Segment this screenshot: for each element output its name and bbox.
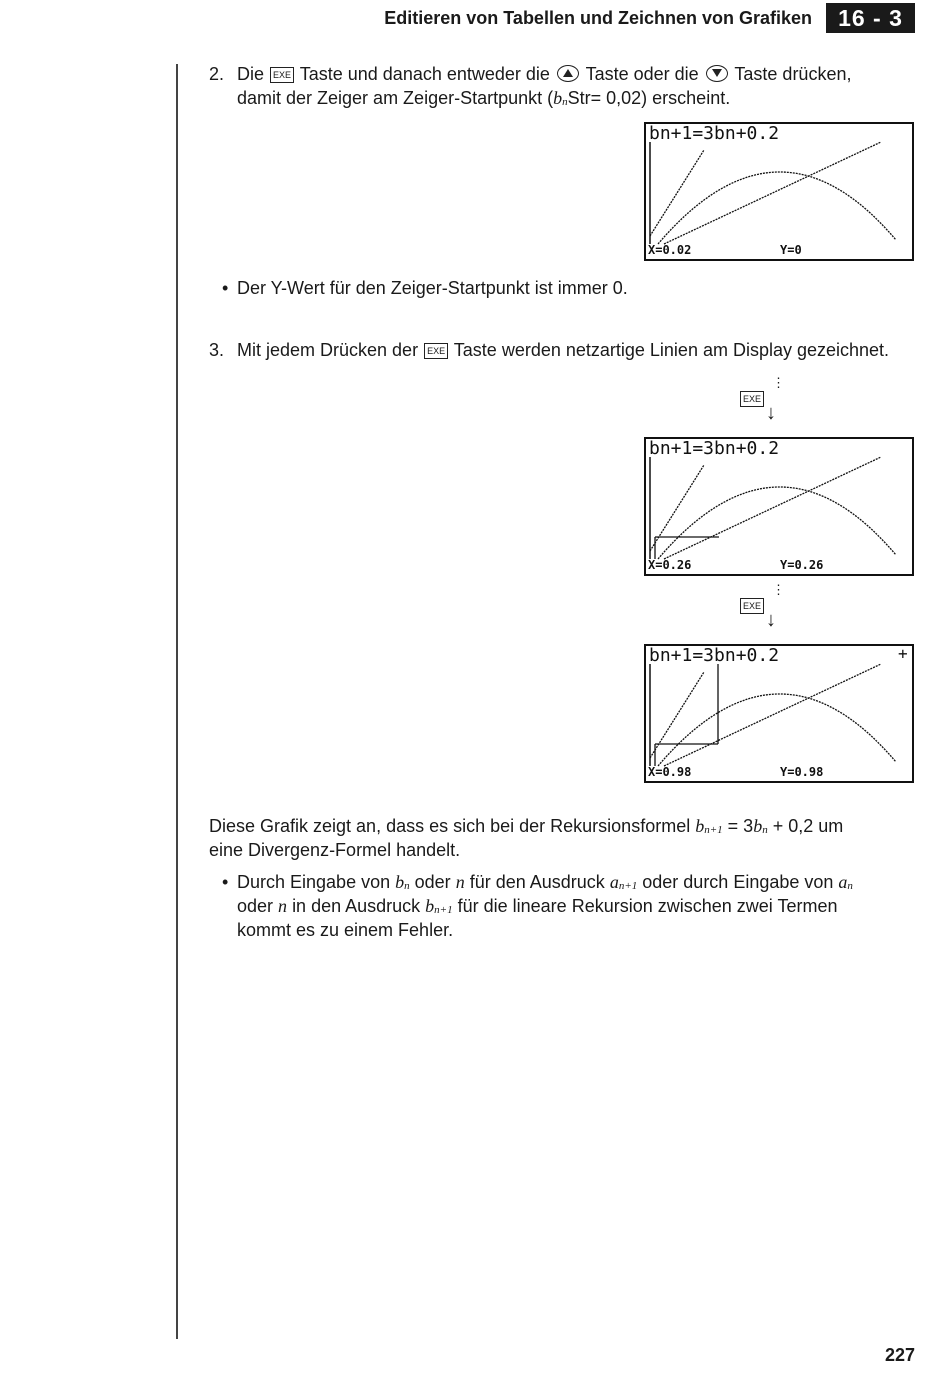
conclusion-text-2: = 3 — [722, 816, 754, 836]
page-number: 227 — [884, 1345, 915, 1365]
step-2-text-str: Str= 0,02) erscheint. — [567, 88, 731, 108]
bullet-2-text-4: oder durch Eingabe von — [642, 872, 834, 892]
step-2-text-druecken: Taste drücken, — [734, 64, 852, 84]
conclusion-line-2: eine Divergenz-Formel handelt. — [209, 840, 461, 860]
calculator-screen-2 — [644, 437, 914, 576]
down-arrow-icon: ↓ — [766, 609, 776, 631]
down-cursor-key-icon — [706, 65, 728, 82]
bullet-2-text-3: für den Ausdruck — [469, 872, 605, 892]
step-3-number: 3. — [209, 340, 225, 360]
var-a: a — [838, 872, 848, 892]
bullet-1-text: Der Y-Wert für den Zeiger-Startpunkt ist immer 0. — [237, 278, 628, 298]
bullet-2-text-oder: oder — [414, 872, 451, 892]
step-2-text-damit: damit der Zeiger am Zeiger-Startpunkt ( — [237, 88, 554, 108]
screen-3-indicator: + — [898, 644, 908, 663]
sub-n-plus-1: n+1 — [704, 824, 723, 836]
screen-3-y-readout: Y=0.98 — [780, 765, 824, 779]
var-b: b — [553, 88, 563, 108]
screen-1-y-readout: Y=0 — [780, 243, 802, 257]
step-2-text-taste-und: Taste und danach entweder die — [299, 64, 550, 84]
var-n: n — [278, 896, 288, 916]
exe-key-icon: EXE — [424, 343, 448, 359]
screen-3-x-readout: X=0.98 — [648, 765, 692, 779]
sub-n: n — [404, 880, 410, 892]
conclusion-text-3: + 0,2 um — [767, 816, 844, 836]
screen-3-formula: bn+1=3bn+0.2 — [649, 645, 780, 666]
bullet-2-text-5: oder — [237, 896, 274, 916]
bullet-2-line-3: kommt es zu einem Fehler. — [237, 920, 454, 940]
step-2-text-die: Die — [237, 64, 265, 84]
conclusion-text-1: Diese Grafik zeigt an, dass es sich bei der Rekursionsformel — [209, 816, 691, 836]
var-b: b — [753, 816, 763, 836]
exe-key-icon: EXE — [740, 391, 764, 407]
screen-1-x-readout: X=0.02 — [648, 243, 692, 257]
step-2-text-taste-oder: Taste oder die — [585, 64, 699, 84]
calculator-screen-1 — [644, 122, 914, 261]
exe-key-icon: EXE — [270, 67, 294, 83]
screen-2-formula: bn+1=3bn+0.2 — [649, 438, 780, 459]
bullet-2-text-1: Durch Eingabe von — [237, 872, 391, 892]
sub-n-plus-1: n+1 — [618, 880, 638, 892]
step-2-line-2 — [237, 86, 730, 114]
step-3-text-taste: Taste werden netzartige Linien am Display gezeichnet. — [453, 340, 890, 360]
bullet-2-text-7: für die lineare Rekursion zwischen zwei Termen — [457, 896, 838, 916]
sub-n: n — [847, 880, 853, 892]
up-cursor-key-icon — [557, 65, 579, 82]
screen-1-formula: bn+1=3bn+0.2 — [649, 123, 780, 144]
step-3-text-mit: Mit jedem Drücken der — [237, 340, 419, 360]
screen-2-y-readout: Y=0.26 — [780, 558, 824, 572]
down-arrow-icon: ↓ — [766, 402, 776, 424]
sub-n: n — [562, 96, 568, 108]
bullet-1-symbol: • — [222, 278, 229, 298]
screen-2-x-readout: X=0.26 — [648, 558, 692, 572]
margin-rule — [176, 64, 178, 1339]
continuation-dots-1: ⋮ — [772, 375, 785, 390]
section-badge: 16 - 3 — [826, 3, 915, 33]
var-b: b — [395, 872, 405, 892]
var-b: b — [425, 896, 435, 916]
bullet-2-text-6: in den Ausdruck — [292, 896, 421, 916]
exe-key-icon: EXE — [740, 598, 764, 614]
var-a: a — [609, 872, 619, 892]
var-n: n — [455, 872, 465, 892]
sub-n-plus-1: n+1 — [434, 904, 453, 916]
step-2-number: 2. — [209, 64, 225, 84]
var-b: b — [695, 816, 705, 836]
step-3-line — [237, 338, 889, 362]
sub-n: n — [762, 824, 768, 836]
bullet-2-symbol: • — [222, 872, 229, 892]
step-2-line-1 — [237, 62, 851, 86]
continuation-dots-2: ⋮ — [772, 582, 785, 597]
header-title: Editieren von Tabellen und Zeichnen von Grafiken — [384, 8, 812, 28]
calculator-screen-3 — [644, 644, 914, 783]
